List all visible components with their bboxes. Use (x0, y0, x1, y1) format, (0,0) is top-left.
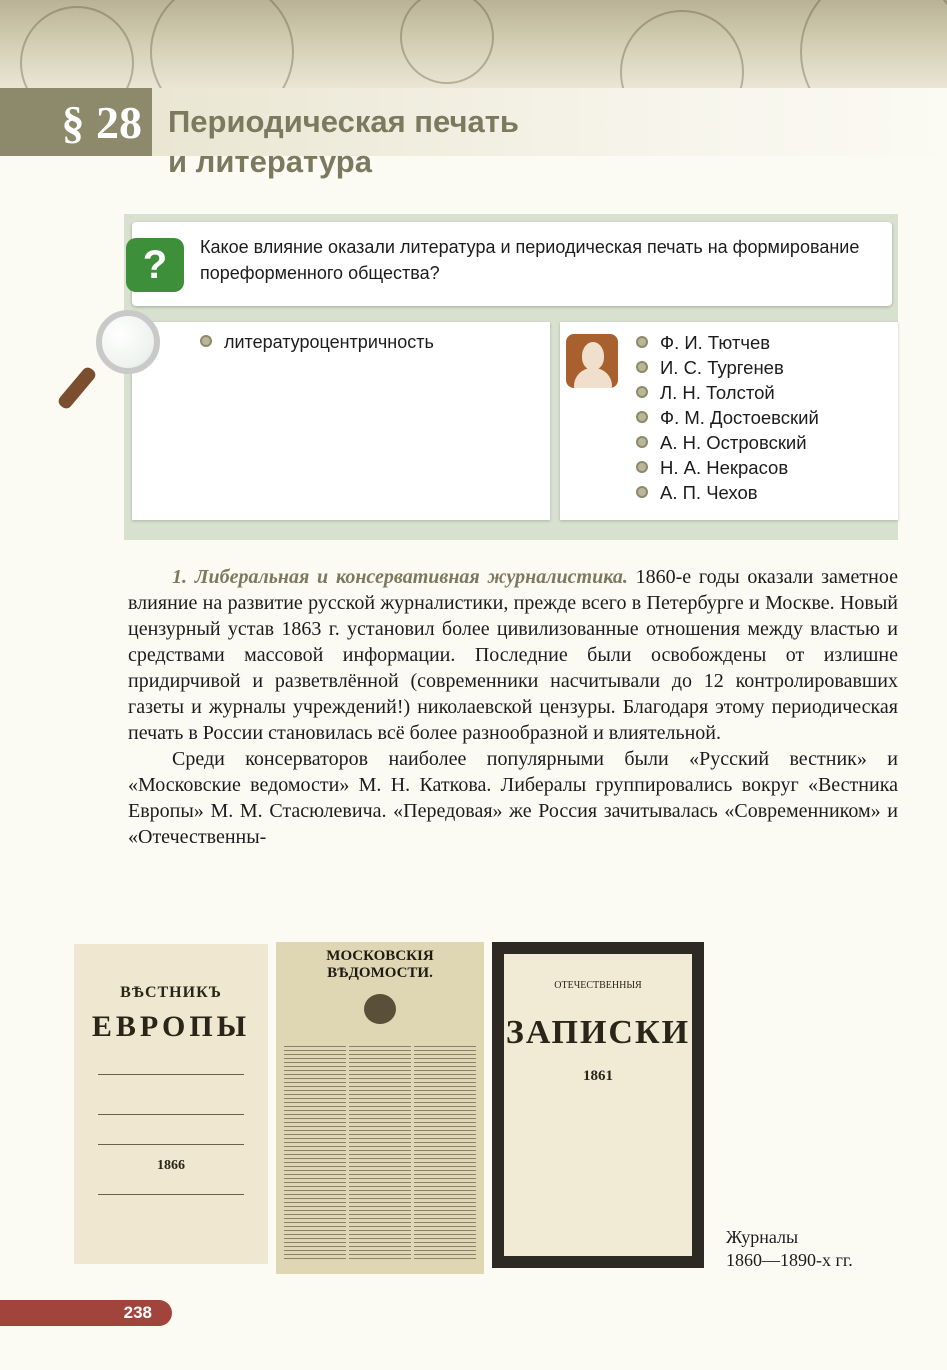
person-item: Ф. И. Тютчев (636, 330, 819, 355)
otechestvennye-zapiski-cover-image: ОТЕЧЕСТВЕННЫЯ ЗАПИСКИ 1861 (492, 942, 704, 1268)
page-number: 238 (0, 1300, 172, 1326)
person-item: Л. Н. Толстой (636, 380, 819, 405)
magnifier-handle (56, 365, 98, 411)
moskovskie-vedomosti-front-page-image: МОСКОВСКІЯ ВѢДОМОСТИ. (276, 942, 484, 1274)
eagle-emblem-icon (364, 994, 396, 1024)
concept-label: литературоцентричность (224, 332, 434, 352)
figure-caption: Журналы 1860—1890-х гг. (726, 1227, 853, 1270)
subsection-heading: 1. Либеральная и консервативная журналистика. (172, 566, 628, 588)
persons-list (636, 330, 819, 505)
question-text: Какое влияние оказали литература и периодическая печать на формирование пореформенного общества? (200, 237, 860, 283)
person-silhouette-icon (566, 334, 618, 388)
bullet-icon (636, 336, 648, 348)
person-item: И. С. Тургенев (636, 355, 819, 380)
bullet-icon (636, 461, 648, 473)
paragraph-1 (128, 564, 898, 746)
paragraph-2: Среди консерваторов наиболее популярными были «Русский вестник» и «Московские ведомости» М. Н. Каткова. Либералы группировались вокруг «Вестника Европы» М. М. Стасюлевича. «Передовая» же Россия зачитывалась «Современником» и «Отечественны- (128, 748, 898, 848)
bullet-icon (200, 335, 212, 347)
person-item: Ф. М. Достоевский (636, 405, 819, 430)
bullet-icon (636, 411, 648, 423)
header-banner-illustration (0, 0, 947, 88)
bullet-icon (636, 386, 648, 398)
bullet-icon (636, 486, 648, 498)
section-number: § 28 (0, 88, 152, 156)
page-title (168, 102, 768, 182)
vestnik-evropy-cover-image: ВѢСТНИКЪ ЕВРОПЫ 1866 (74, 944, 268, 1264)
body-text (128, 564, 898, 850)
concept-item (200, 332, 434, 353)
magnifier-icon (96, 310, 160, 374)
title-line-2: и литература (168, 144, 372, 179)
question-mark-icon: ? (126, 238, 184, 292)
person-item: Н. А. Некрасов (636, 455, 819, 480)
bullet-icon (636, 361, 648, 373)
person-item: А. Н. Островский (636, 430, 819, 455)
person-item: А. П. Чехов (636, 480, 819, 505)
title-line-1: Периодическая печать (168, 104, 519, 139)
paragraph-1-text: 1860-е годы оказали заметное влияние на развитие русской журналистики, прежде всего в Петербурге и Москве. Новый цензурный устав 1863 г. установил более цивилизованные отношения между властью и средствами массовой информации. Последние были освобождены от излишне придирчивой и разветвлённой (современники насчитывали до 12 контролировавших газеты и журналы учреждений!) николаевской цензуры. Благодаря этому периодическая печать в России становилась всё более разнообразной и влиятельной. (128, 566, 898, 744)
bullet-icon (636, 436, 648, 448)
